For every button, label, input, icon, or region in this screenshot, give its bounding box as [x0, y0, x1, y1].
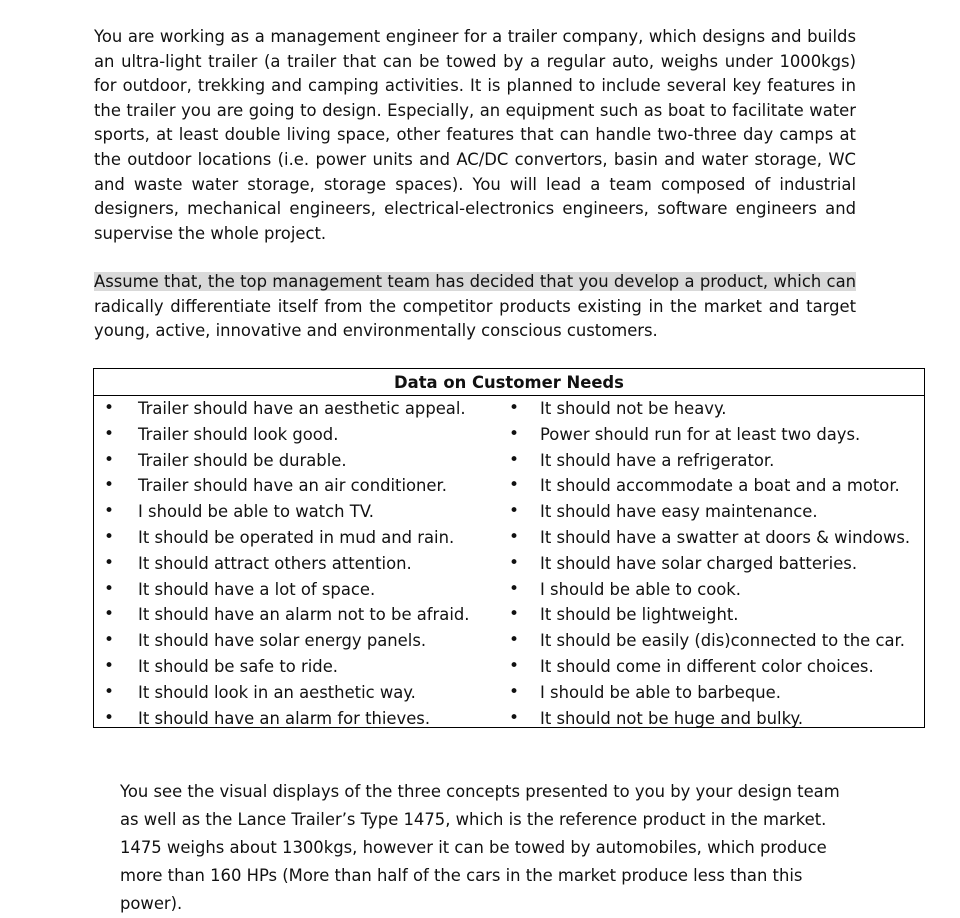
customer-need-item: • It should not be huge and bulky. [499, 706, 924, 732]
customer-need-item: • It should look in an aesthetic way. [94, 680, 499, 706]
concepts-paragraph: You see the visual displays of the three concepts presented to you by your design team as well as the Lance Trailer’s Type 1475, which is the reference product in the market. 1475 weighs about 1300kgs, however it can be towed by automobiles, which produce more than 160 HPs (More than half of the cars in the market produce less than this power). [120, 782, 840, 913]
customer-need-item: • Trailer should have an aesthetic appeal. [94, 396, 499, 422]
customer-need-item: • It should come in different color choices. [499, 654, 924, 680]
customer-need-item: • It should have easy maintenance. [499, 499, 924, 525]
customer-need-item: • It should have a lot of space. [94, 577, 499, 603]
customer-need-item: • It should accommodate a boat and a motor. [499, 473, 924, 499]
customer-need-item: • It should have an alarm for thieves. [94, 706, 499, 732]
customer-need-item: • I should be able to barbeque. [499, 680, 924, 706]
customer-need-item: • Trailer should be durable. [94, 448, 499, 474]
customer-need-item: • It should be safe to ride. [94, 654, 499, 680]
management-paragraph [94, 270, 856, 344]
customer-need-item: • It should have solar charged batteries. [499, 551, 924, 577]
highlighted-sentence: Assume that, the top management team has decided that you develop a product, which can [94, 272, 856, 291]
management-paragraph-rest: radically differentiate itself from the competitor products existing in the market and target young, active, innovative and environmentally conscious customers. [94, 296, 856, 341]
customer-need-item: • It should have a refrigerator. [499, 448, 924, 474]
customer-need-item: • Power should run for at least two days. [499, 422, 924, 448]
customer-need-item: • It should be easily (dis)connected to the car. [499, 628, 924, 654]
intro-paragraph: You are working as a management engineer for a trailer company, which designs and builds an ultra-light trailer (a trailer that can be towed by a regular auto, weighs under 1000kgs) for outdoor, trekking and camping activities. It is planned to include several key features in the trailer you are going to design. Especially, an equipment such as boat to facilitate water sports, at least double living space, other features that can handle two-three day camps at the outdoor locations (i.e. power units and AC/DC convertors, basin and water storage, WC and waste water storage, storage spaces). You will lead a team composed of industrial designers, mechanical engineers, electrical-electronics engineers, software engineers and supervise the whole project. [94, 27, 856, 243]
customer-need-item: • It should attract others attention. [94, 551, 499, 577]
customer-needs-table [93, 368, 925, 728]
customer-need-item: • It should be operated in mud and rain. [94, 525, 499, 551]
customer-need-item: • It should be lightweight. [499, 602, 924, 628]
customer-need-item: • It should have an alarm not to be afraid. [94, 602, 499, 628]
needs-list-right [499, 396, 924, 731]
customer-need-item: • It should not be heavy. [499, 396, 924, 422]
needs-list-left [94, 396, 499, 731]
customer-need-item: • Trailer should have an air conditioner. [94, 473, 499, 499]
customer-need-item: • I should be able to watch TV. [94, 499, 499, 525]
customer-need-item: • It should have a swatter at doors & windows. [499, 525, 924, 551]
customer-need-item: • I should be able to cook. [499, 577, 924, 603]
customer-needs-title: Data on Customer Needs [94, 369, 924, 396]
customer-need-item: • It should have solar energy panels. [94, 628, 499, 654]
customer-need-item: • Trailer should look good. [94, 422, 499, 448]
